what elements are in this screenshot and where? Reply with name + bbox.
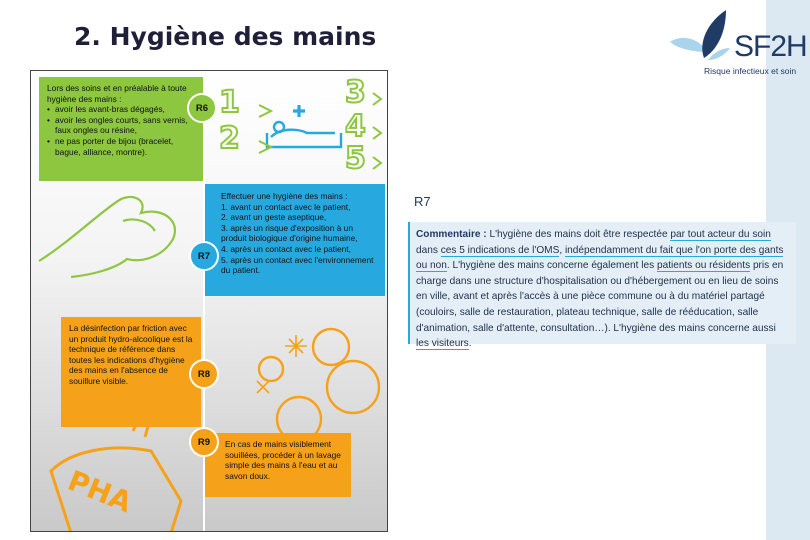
comment-text: ,: [559, 244, 565, 256]
comment-text: pris en charge dans une structure d'hospitalisation ou d'hébergement ou en lieu de soins en ville, avant et après l'accès à une pièce commune ou à du matériel partagé (couloirs, salle de restauration, plateau technique, salle de rééducation, salle d'animation, salle d'attente, consultation…). L'hygiène des mains concerne aussi: [416, 260, 784, 334]
comment-box: [408, 222, 796, 350]
slide-title: 2. Hygiène des mains: [74, 22, 377, 51]
r6-item: • ne pas porter de bijou (bracelet, bague, alliance, montre).: [47, 136, 195, 157]
recommendations-poster: [30, 70, 388, 532]
recommendation-r9-box: En cas de mains visiblement souillées, procéder à un lavage simple des mains à l'eau et au savon doux.: [205, 433, 351, 497]
recommendation-r6-box: [39, 77, 203, 181]
r7-item: 4. après un contact avec le patient,: [221, 243, 351, 254]
r7-intro: Effectuer une hygiène des mains :: [221, 191, 348, 201]
r6-list: [47, 104, 195, 157]
bubbles-icon: [257, 329, 379, 441]
r7-list: [221, 202, 377, 276]
comment-text: L'hygiène des mains doit être respectée: [486, 229, 671, 240]
badge-r9: R9: [189, 427, 219, 457]
comment-underline: ces 5 indications de l'OMS: [440, 244, 560, 256]
pha-label: PHA: [63, 463, 137, 520]
logo-subtitle: Risque infectieux et soin: [704, 66, 797, 76]
r7-label: R7: [414, 194, 431, 209]
comment-underline: indépendamment du fait que l'on porte des gants ou non: [416, 244, 784, 272]
recommendation-r8-box: La désinfection par friction avec un produit hydro-alcoolique est la technique de référence dans toutes les indications d'hygiène des mains en l'absence de souillure visible.: [61, 317, 201, 427]
number-1: 1: [219, 85, 240, 120]
comment-underline: par tout acteur du soin: [670, 229, 771, 240]
r6-item: • avoir les ongles courts, sans vernis, faux ongles ou résine,: [47, 115, 195, 136]
badge-r6: R6: [187, 93, 217, 123]
logo-text: SF2H: [734, 30, 807, 63]
r6-intro: Lors des soins et en préalable à toute hygiène des mains :: [47, 83, 187, 104]
number-3: 3: [345, 75, 366, 110]
patient-bed-icon: [267, 105, 341, 147]
r7-item: 5. après un contact avec l'environnement du patient.: [221, 254, 374, 276]
r7-item: 2. avant un geste aseptique,: [221, 212, 327, 223]
number-5: 5: [345, 141, 366, 176]
r7-item: 1. avant un contact avec le patient,: [221, 201, 351, 212]
comment-underline: patients ou résidents: [656, 260, 751, 272]
comment-text: dans: [416, 244, 441, 256]
number-4: 4: [345, 109, 366, 144]
number-2: 2: [219, 121, 240, 156]
comment-text: .: [468, 338, 472, 350]
comment-underline: les visiteurs: [416, 338, 469, 350]
sf2h-logo: [668, 8, 808, 78]
badge-r8: R8: [189, 359, 219, 389]
r7-item: 3. après un risque d'exposition à un produit biologique d'origine humaine,: [221, 222, 358, 244]
comment-label: Commentaire :: [416, 229, 487, 240]
recommendation-r7-box: [205, 184, 385, 296]
hand-outline-icon: [39, 197, 175, 277]
comment-text: . L'hygiène des mains concerne également les: [446, 260, 657, 272]
badge-r7: R7: [189, 241, 219, 271]
r6-item: • avoir les avant-bras dégagés,: [47, 104, 195, 115]
